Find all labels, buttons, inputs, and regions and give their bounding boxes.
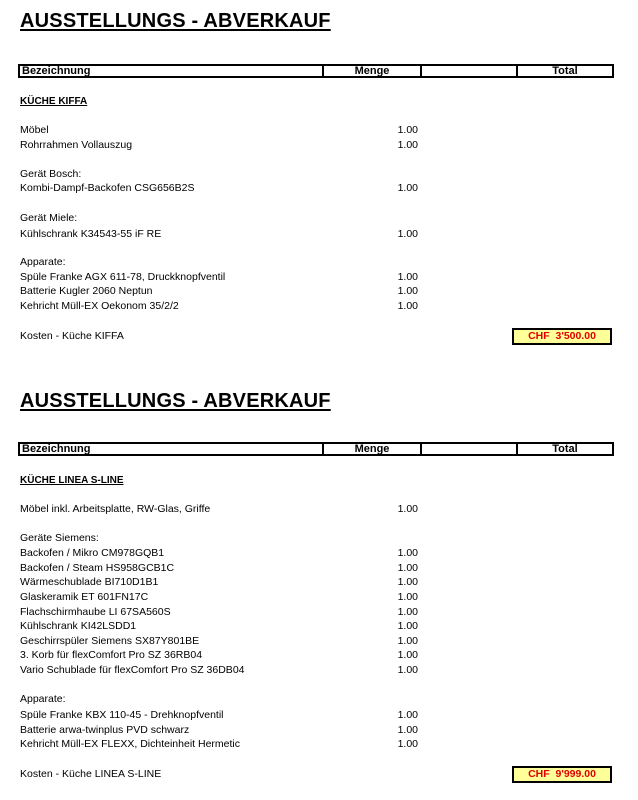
list-item (20, 737, 420, 751)
item-name: Rohrrahmen Vollauszug (20, 139, 133, 151)
item-quantity: 1.00 (397, 547, 418, 559)
list-item (20, 181, 420, 195)
item-name: Wärmeschublade BI710D1B1 (20, 576, 159, 588)
item-quantity: 1.00 (397, 139, 418, 151)
item-name: Kehricht Müll-EX FLEXX, Dichteinheit Hermetic (20, 738, 240, 750)
item-quantity: 1.00 (397, 738, 418, 750)
item-name: Möbel inkl. Arbeitsplatte, RW-Glas, Griffe (20, 503, 211, 515)
cost-label: Kosten - Küche KIFFA (20, 330, 124, 342)
list-item (20, 575, 420, 589)
item-name: Batterie arwa-twinplus PVD schwarz (20, 724, 190, 736)
item-quantity: 1.00 (397, 591, 418, 603)
total-price-badge: CHF 9'999.00 (512, 766, 612, 783)
page-title: AUSSTELLUNGS - ABVERKAUF (20, 390, 331, 412)
item-quantity: 1.00 (397, 620, 418, 632)
kitchen-heading: KÜCHE LINEA S-LINE (20, 475, 124, 486)
item-name: Flachschirmhaube LI 67SA560S (20, 606, 171, 618)
list-item (20, 723, 420, 737)
item-quantity: 1.00 (397, 664, 418, 676)
item-quantity: 1.00 (397, 271, 418, 283)
item-name: 3. Korb für flexComfort Pro SZ 36RB04 (20, 649, 203, 661)
group-heading: Apparate: (20, 693, 66, 705)
list-item (20, 227, 420, 241)
item-quantity: 1.00 (397, 576, 418, 588)
item-name: Kühlschrank K34543-55 iF RE (20, 228, 162, 240)
list-item (20, 299, 420, 313)
table-header (18, 64, 614, 78)
item-name: Geschirrspüler Siemens SX87Y801BE (20, 635, 200, 647)
list-item (20, 590, 420, 604)
item-name: Kombi-Dampf-Backofen CSG656B2S (20, 182, 195, 194)
list-item (20, 619, 420, 633)
page-title: AUSSTELLUNGS - ABVERKAUF (20, 10, 331, 32)
list-item (20, 502, 420, 516)
item-name: Kühlschrank KI42LSDD1 (20, 620, 137, 632)
group-heading: Gerät Miele: (20, 212, 78, 224)
item-quantity: 1.00 (397, 503, 418, 515)
list-item (20, 561, 420, 575)
header-description: Bezeichnung (20, 66, 324, 76)
header-quantity: Menge (324, 66, 422, 76)
item-quantity: 1.00 (397, 285, 418, 297)
item-quantity: 1.00 (397, 300, 418, 312)
list-item (20, 284, 420, 298)
list-item (20, 546, 420, 560)
item-quantity: 1.00 (397, 562, 418, 574)
list-item (20, 708, 420, 722)
list-item (20, 634, 420, 648)
item-name: Spüle Franke AGX 611-78, Druckknopfventil (20, 271, 226, 283)
list-item (20, 138, 420, 152)
group-heading: Geräte Siemens: (20, 532, 99, 544)
item-quantity: 1.00 (397, 606, 418, 618)
table-header (18, 442, 614, 456)
item-name: Batterie Kugler 2060 Neptun (20, 285, 153, 297)
item-name: Glaskeramik ET 601FN17C (20, 591, 149, 603)
group-heading: Apparate: (20, 256, 66, 268)
item-name: Backofen / Mikro CM978GQB1 (20, 547, 165, 559)
list-item (20, 123, 420, 137)
item-name: Backofen / Steam HS958GCB1C (20, 562, 175, 574)
item-quantity: 1.00 (397, 124, 418, 136)
total-price-badge: CHF 3'500.00 (512, 328, 612, 345)
header-unit-price (422, 66, 518, 76)
header-total: Total (552, 443, 578, 455)
item-name: Möbel (20, 124, 49, 136)
kitchen-heading: KÜCHE KIFFA (20, 96, 88, 107)
item-quantity: 1.00 (397, 182, 418, 194)
header-unit-price (422, 444, 518, 454)
item-quantity: 1.00 (397, 649, 418, 661)
item-name: Kehricht Müll-EX Oekonom 35/2/2 (20, 300, 179, 312)
cost-label: Kosten - Küche LINEA S-LINE (20, 768, 162, 780)
list-item (20, 663, 420, 677)
item-name: Spüle Franke KBX 110-45 - Drehknopfventil (20, 709, 224, 721)
header-quantity: Menge (324, 444, 422, 454)
item-name: Vario Schublade für flexComfort Pro SZ 36DB04 (20, 664, 245, 676)
list-item (20, 270, 420, 284)
header-description: Bezeichnung (20, 444, 324, 454)
item-quantity: 1.00 (397, 228, 418, 240)
list-item (20, 605, 420, 619)
group-heading: Gerät Bosch: (20, 168, 82, 180)
item-quantity: 1.00 (397, 724, 418, 736)
list-item (20, 648, 420, 662)
item-quantity: 1.00 (397, 709, 418, 721)
header-total: Total (552, 65, 578, 77)
item-quantity: 1.00 (397, 635, 418, 647)
